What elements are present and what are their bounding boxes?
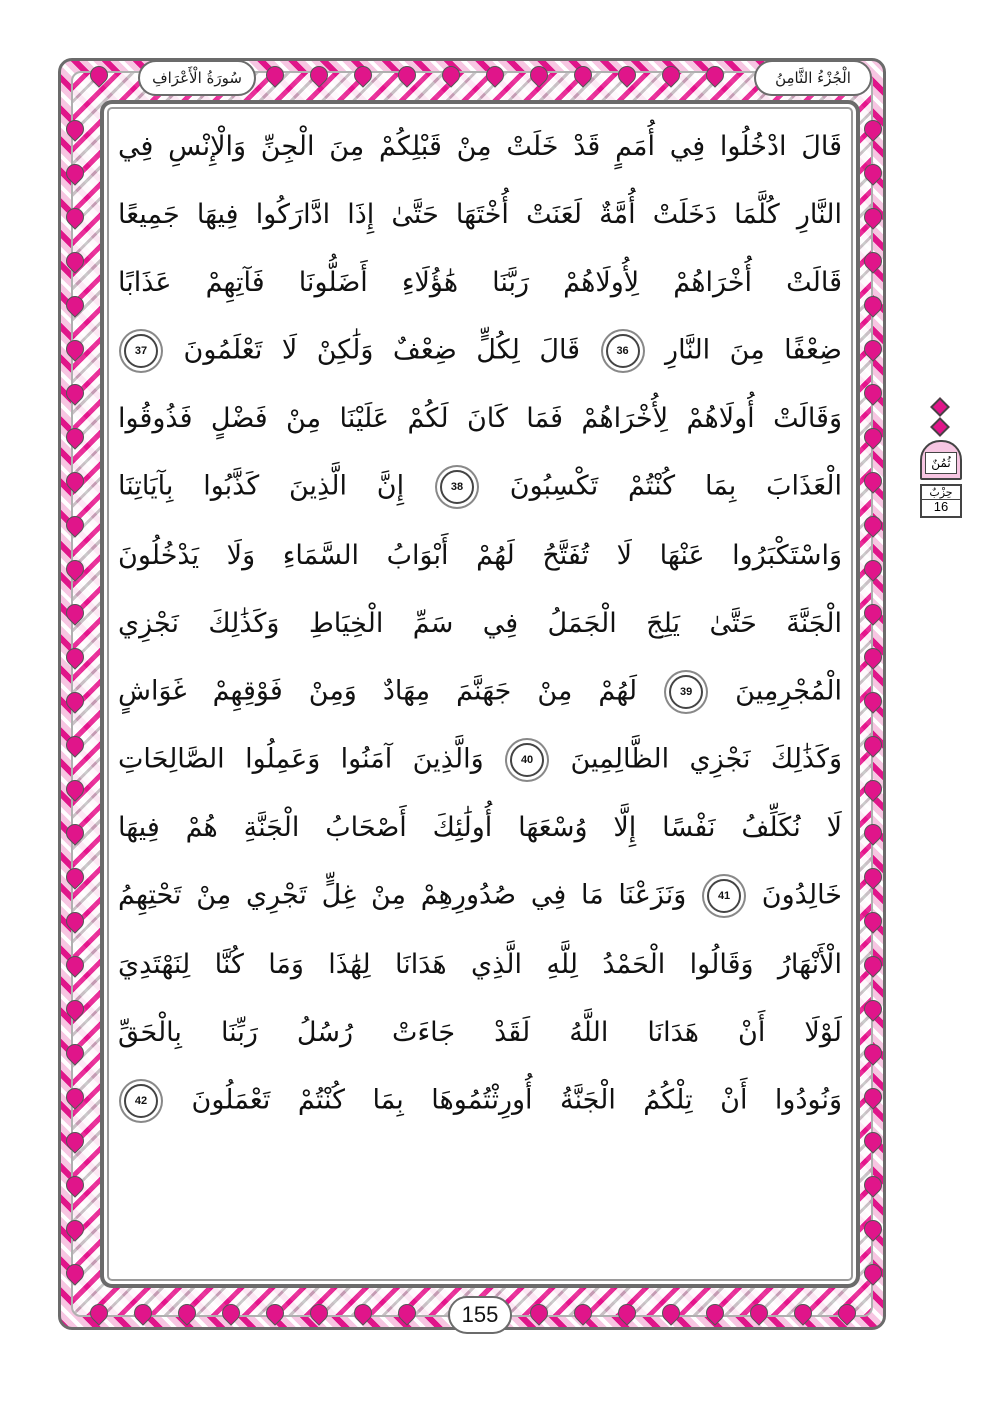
verse-line xyxy=(118,589,842,657)
thumn-hizb-marker xyxy=(916,400,966,520)
verse-line xyxy=(118,658,842,726)
hizb-number: 16 xyxy=(933,499,949,515)
verse-line xyxy=(118,862,842,930)
verse-text: وَكَذَٰلِكَ نَجْزِي الظَّالِمِينَ xyxy=(570,743,842,775)
verse-text: وَنَزَعْنَا مَا فِي صُدُورِهِمْ مِنْ غِلٍّ تَجْرِي مِنْ تَحْتِهِمُ xyxy=(118,879,687,911)
hizb-box xyxy=(920,484,962,518)
verse-line-content xyxy=(118,812,842,843)
ayah-number-marker: 37 xyxy=(124,334,158,368)
verse-line xyxy=(118,1067,842,1135)
verse-text: إِنَّ الَّذِينَ كَذَّبُوا بِآيَاتِنَا xyxy=(118,470,405,502)
verse-text: وَاسْتَكْبَرُوا عَنْهَا لَا تُفَتَّحُ لَهُمْ أَبْوَابُ السَّمَاءِ وَلَا يَدْخُلُونَ xyxy=(118,539,842,571)
ayah-number-marker: 39 xyxy=(669,675,703,709)
verse-line-content xyxy=(118,949,842,980)
verse-line-content xyxy=(118,540,842,571)
verse-text: خَالِدُونَ xyxy=(761,879,842,911)
hizb-word: حِزْبٌ xyxy=(922,487,960,500)
surah-label: سُورَةُ الْأَعْرَافِ xyxy=(138,60,256,96)
verse-line-content xyxy=(118,403,842,434)
verse-line-content xyxy=(118,267,842,298)
verse-text: لَهُمْ مِنْ جَهَنَّمَ مِهَادٌ وَمِنْ فَوْقِهِمْ غَوَاشٍ xyxy=(118,675,638,707)
verse-text: الْعَذَابَ بِمَا كُنْتُمْ تَكْسِبُونَ xyxy=(509,470,842,502)
verse-line-content xyxy=(118,608,842,639)
verse-line-content xyxy=(118,1017,842,1048)
verse-text: ضِعْفًا مِنَ النَّارِ xyxy=(665,334,842,366)
verse-line-content xyxy=(118,1084,842,1118)
verse-line xyxy=(118,248,842,316)
verse-text: لَوْلَا أَنْ هَدَانَا اللَّهُ لَقَدْ جَاءَتْ رُسُلُ رَبِّنَا بِالْحَقِّ xyxy=(118,1017,842,1049)
thumn-label: ثُمُنٌ xyxy=(925,452,957,474)
verse-text: قَالَ ادْخُلُوا فِي أُمَمٍ قَدْ خَلَتْ مِنْ قَبْلِكُمْ مِنَ الْجِنِّ وَالْإِنْسِ فِي xyxy=(118,130,842,162)
verse-line xyxy=(118,794,842,862)
verse-text: الْأَنْهَارُ وَقَالُوا الْحَمْدُ لِلَّهِ الَّذِي هَدَانَا لِهَٰذَا وَمَا كُنَّا لِنَهْتَدِيَ xyxy=(118,948,842,980)
verse-line-content xyxy=(118,470,842,504)
juz-label: الْجُزْءُ الثَّامِنُ xyxy=(754,60,872,96)
ayah-number-marker: 38 xyxy=(440,470,474,504)
ayah-number-marker: 41 xyxy=(707,879,741,913)
verse-text: وَالَّذِينَ آمَنُوا وَعَمِلُوا الصَّالِحَاتِ xyxy=(118,743,484,775)
verse-text: النَّارِ كُلَّمَا دَخَلَتْ أُمَّةٌ لَعَنَتْ أُخْتَهَا حَتَّىٰ إِذَا ادَّارَكُوا فِيهَا جَمِيعًا xyxy=(118,198,842,230)
verse-line xyxy=(118,317,842,385)
arch-ornament xyxy=(920,440,962,480)
ayah-number-marker: 36 xyxy=(606,334,640,368)
verse-line xyxy=(118,112,842,180)
verse-text: قَالَ لِكُلٍّ ضِعْفٌ وَلَٰكِنْ لَا تَعْلَمُونَ xyxy=(183,334,581,366)
verse-line xyxy=(118,180,842,248)
verse-line-content xyxy=(118,199,842,230)
finial-ornament-icon xyxy=(930,417,950,437)
verse-line xyxy=(118,521,842,589)
verse-line-content xyxy=(118,334,842,368)
ayah-number-marker: 40 xyxy=(510,743,544,777)
ayah-number-marker: 42 xyxy=(124,1084,158,1118)
page-number: 155 xyxy=(448,1296,512,1334)
finial-ornament-icon xyxy=(930,397,950,417)
verse-text: الْجَنَّةَ حَتَّىٰ يَلِجَ الْجَمَلُ فِي سَمِّ الْخِيَاطِ وَكَذَٰلِكَ نَجْزِي xyxy=(118,607,842,639)
verse-block xyxy=(118,112,842,1135)
verse-line xyxy=(118,930,842,998)
verse-text: قَالَتْ أُخْرَاهُمْ لِأُولَاهُمْ رَبَّنَا هَٰؤُلَاءِ أَضَلُّونَا فَآتِهِمْ عَذَابًا xyxy=(118,266,842,298)
verse-text: وَقَالَتْ أُولَاهُمْ لِأُخْرَاهُمْ فَمَا كَانَ لَكُمْ عَلَيْنَا مِنْ فَضْلٍ فَذُوقُوا xyxy=(118,403,842,435)
verse-line xyxy=(118,998,842,1066)
verse-line-content xyxy=(118,131,842,162)
verse-text: لَا نُكَلِّفُ نَفْسًا إِلَّا وُسْعَهَا أُولَٰئِكَ أَصْحَابُ الْجَنَّةِ هُمْ فِيهَا xyxy=(118,812,842,844)
verse-line xyxy=(118,453,842,521)
verse-line xyxy=(118,385,842,453)
verse-text: الْمُجْرِمِينَ xyxy=(735,675,842,707)
verse-line-content xyxy=(118,675,842,709)
verse-line-content xyxy=(118,879,842,913)
verse-line xyxy=(118,726,842,794)
verse-line-content xyxy=(118,743,842,777)
verse-text: وَنُودُوا أَنْ تِلْكُمُ الْجَنَّةُ أُورِثْتُمُوهَا بِمَا كُنْتُمْ تَعْمَلُونَ xyxy=(191,1084,842,1116)
